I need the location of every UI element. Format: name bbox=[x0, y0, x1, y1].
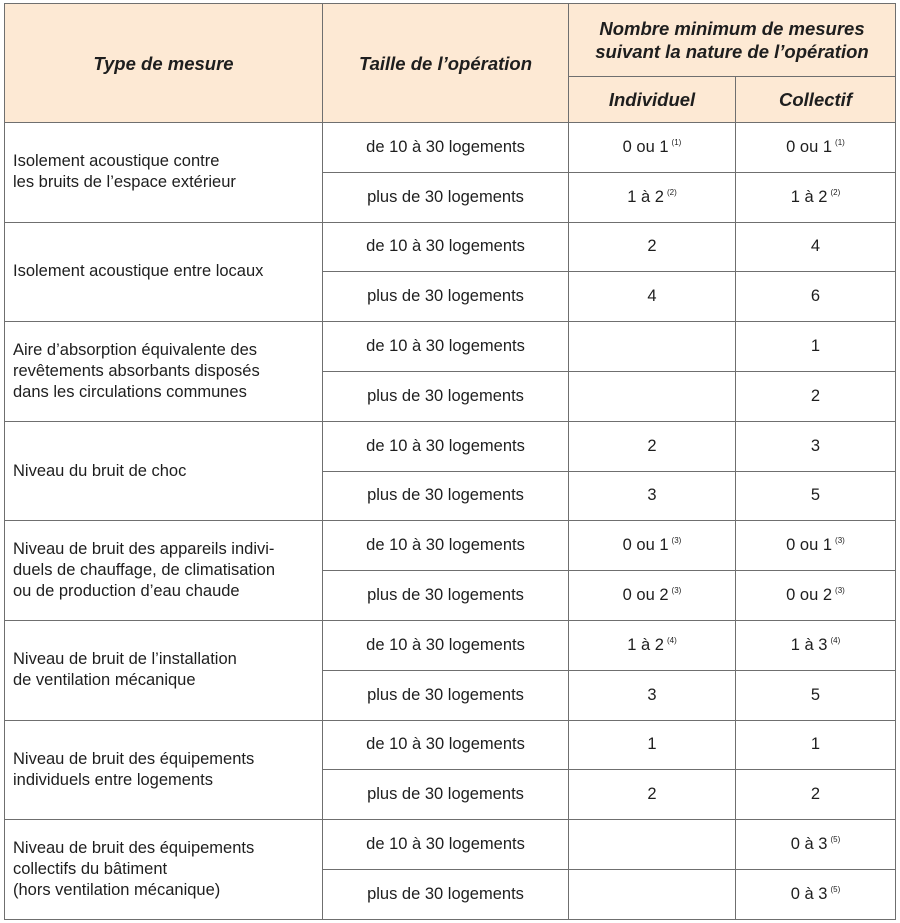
operation-size-cell: de 10 à 30 logements bbox=[323, 820, 569, 870]
individuel-footnote-ref: (1) bbox=[671, 137, 682, 147]
operation-size-cell: plus de 30 logements bbox=[323, 471, 569, 521]
measure-type-line: individuels entre logements bbox=[13, 770, 213, 789]
measure-type-cell bbox=[5, 421, 323, 521]
collectif-value: 1 à 3 bbox=[790, 635, 828, 654]
table-row bbox=[5, 322, 896, 372]
measure-type-cell bbox=[5, 322, 323, 422]
individuel-value: 2 bbox=[647, 785, 657, 804]
individuel-value-cell bbox=[569, 322, 736, 372]
individuel-value: 0 ou 1 bbox=[622, 137, 669, 156]
header-type-de-mesure: Type de mesure bbox=[5, 4, 323, 123]
individuel-value-cell bbox=[569, 770, 736, 820]
collectif-value-cell bbox=[736, 820, 896, 870]
header-individuel: Individuel bbox=[569, 77, 736, 123]
measure-type-line: Niveau de bruit de l’installation bbox=[13, 650, 237, 669]
individuel-value-cell bbox=[569, 222, 736, 272]
header-nombre-minimum-line2: suivant la nature de l’opération bbox=[595, 41, 869, 62]
individuel-footnote-ref: (3) bbox=[671, 536, 682, 546]
operation-size-cell: plus de 30 logements bbox=[323, 571, 569, 621]
individuel-value-cell bbox=[569, 371, 736, 421]
table-row bbox=[5, 123, 896, 173]
measure-type-line: Niveau de bruit des équipements bbox=[13, 749, 255, 768]
collectif-value: 2 bbox=[810, 386, 821, 405]
collectif-value: 0 ou 2 bbox=[786, 586, 833, 605]
collectif-value: 0 ou 1 bbox=[786, 137, 833, 156]
measure-type-cell bbox=[5, 123, 323, 223]
measure-type-line: dans les circulations communes bbox=[13, 382, 247, 401]
measures-table-container bbox=[4, 3, 896, 920]
individuel-value: 1 à 2 bbox=[627, 635, 664, 654]
individuel-value-cell bbox=[569, 620, 736, 670]
individuel-footnote-ref: (3) bbox=[671, 586, 682, 596]
collectif-value-cell bbox=[736, 770, 896, 820]
individuel-value-cell bbox=[569, 471, 736, 521]
operation-size-cell: de 10 à 30 logements bbox=[323, 720, 569, 770]
individuel-value: 3 bbox=[647, 685, 657, 704]
collectif-value: 0 à 3 bbox=[790, 835, 828, 854]
table-row bbox=[5, 820, 896, 870]
operation-size-cell: plus de 30 logements bbox=[323, 172, 569, 222]
table-row bbox=[5, 421, 896, 471]
measure-type-cell bbox=[5, 222, 323, 322]
measure-type-line: Niveau de bruit des appareils indivi- bbox=[13, 540, 275, 559]
individuel-value: 1 à 2 bbox=[627, 187, 664, 206]
header-collectif: Collectif bbox=[736, 77, 896, 123]
collectif-value: 1 bbox=[810, 735, 821, 754]
individuel-value-cell bbox=[569, 670, 736, 720]
individuel-value-cell bbox=[569, 521, 736, 571]
individuel-value-cell bbox=[569, 820, 736, 870]
operation-size-cell: plus de 30 logements bbox=[323, 272, 569, 322]
collectif-value: 5 bbox=[810, 685, 821, 704]
collectif-value: 3 bbox=[810, 436, 821, 455]
measure-type-line: les bruits de l’espace extérieur bbox=[13, 173, 236, 192]
collectif-value-cell bbox=[736, 322, 896, 372]
individuel-value-cell bbox=[569, 571, 736, 621]
table-row bbox=[5, 222, 896, 272]
measure-type-line: Niveau du bruit de choc bbox=[13, 461, 187, 480]
collectif-footnote-ref: (5) bbox=[830, 884, 841, 894]
operation-size-cell: de 10 à 30 logements bbox=[323, 421, 569, 471]
collectif-value: 6 bbox=[810, 287, 821, 306]
individuel-value-cell bbox=[569, 172, 736, 222]
collectif-value-cell bbox=[736, 123, 896, 173]
collectif-value-cell bbox=[736, 172, 896, 222]
measure-type-line: Niveau de bruit des équipements bbox=[13, 838, 255, 857]
collectif-value-cell bbox=[736, 471, 896, 521]
collectif-footnote-ref: (3) bbox=[835, 536, 845, 546]
operation-size-cell: plus de 30 logements bbox=[323, 670, 569, 720]
measure-type-cell bbox=[5, 521, 323, 621]
collectif-value-cell bbox=[736, 620, 896, 670]
operation-size-cell: plus de 30 logements bbox=[323, 869, 569, 919]
collectif-value: 1 bbox=[810, 337, 821, 356]
table-row bbox=[5, 521, 896, 571]
collectif-footnote-ref: (3) bbox=[835, 586, 845, 596]
collectif-value: 2 bbox=[810, 785, 821, 804]
collectif-value-cell bbox=[736, 272, 896, 322]
measure-type-line: ou de production d’eau chaude bbox=[13, 582, 240, 601]
measure-type-line: Isolement acoustique entre locaux bbox=[13, 262, 264, 281]
individuel-value: 2 bbox=[647, 436, 657, 455]
individuel-value: 3 bbox=[647, 486, 657, 505]
collectif-value-cell bbox=[736, 571, 896, 621]
individuel-value: 4 bbox=[647, 287, 657, 306]
collectif-value: 0 à 3 bbox=[790, 884, 828, 903]
operation-size-cell: de 10 à 30 logements bbox=[323, 620, 569, 670]
measure-type-line: de ventilation mécanique bbox=[13, 671, 196, 690]
operation-size-cell: plus de 30 logements bbox=[323, 770, 569, 820]
collectif-footnote-ref: (1) bbox=[835, 137, 845, 147]
individuel-footnote-ref: (2) bbox=[666, 187, 677, 197]
collectif-value-cell bbox=[736, 371, 896, 421]
table-row bbox=[5, 620, 896, 670]
individuel-value-cell bbox=[569, 869, 736, 919]
collectif-footnote-ref: (5) bbox=[830, 835, 841, 845]
operation-size-cell: de 10 à 30 logements bbox=[323, 123, 569, 173]
measure-type-line: Isolement acoustique contre bbox=[13, 152, 220, 171]
individuel-value-cell bbox=[569, 720, 736, 770]
measures-table bbox=[4, 3, 896, 920]
collectif-footnote-ref: (2) bbox=[830, 187, 841, 197]
operation-size-cell: de 10 à 30 logements bbox=[323, 521, 569, 571]
collectif-value: 4 bbox=[810, 237, 821, 256]
collectif-value: 1 à 2 bbox=[790, 187, 828, 206]
individuel-value-cell bbox=[569, 123, 736, 173]
individuel-value: 2 bbox=[647, 237, 657, 256]
measure-type-line: revêtements absorbants disposés bbox=[13, 361, 260, 380]
collectif-value-cell bbox=[736, 421, 896, 471]
header-taille-operation: Taille de l’opération bbox=[323, 4, 569, 123]
table-row bbox=[5, 720, 896, 770]
measure-type-cell bbox=[5, 720, 323, 820]
measure-type-line: collectifs du bâtiment bbox=[13, 859, 168, 878]
individuel-value: 1 bbox=[647, 735, 657, 754]
header-nombre-minimum-line1: Nombre minimum de mesures bbox=[599, 18, 865, 39]
collectif-value-cell bbox=[736, 521, 896, 571]
measure-type-line: Aire d’absorption équivalente des bbox=[13, 340, 257, 359]
header-row-top bbox=[5, 4, 896, 77]
collectif-value: 0 ou 1 bbox=[786, 536, 833, 555]
collectif-value-cell bbox=[736, 222, 896, 272]
operation-size-cell: plus de 30 logements bbox=[323, 371, 569, 421]
measure-type-line: duels de chauffage, de climatisation bbox=[13, 561, 276, 580]
operation-size-cell: de 10 à 30 logements bbox=[323, 322, 569, 372]
collectif-value-cell bbox=[736, 869, 896, 919]
collectif-value-cell bbox=[736, 720, 896, 770]
measure-type-cell bbox=[5, 820, 323, 920]
individuel-value-cell bbox=[569, 272, 736, 322]
individuel-footnote-ref: (4) bbox=[666, 635, 677, 645]
collectif-value-cell bbox=[736, 670, 896, 720]
individuel-value: 0 ou 1 bbox=[622, 536, 669, 555]
header-nombre-minimum bbox=[569, 4, 896, 77]
collectif-value: 5 bbox=[810, 486, 821, 505]
table-body bbox=[5, 123, 896, 920]
measure-type-cell bbox=[5, 620, 323, 720]
collectif-footnote-ref: (4) bbox=[830, 635, 841, 645]
individuel-value-cell bbox=[569, 421, 736, 471]
individuel-value: 0 ou 2 bbox=[622, 586, 669, 605]
measure-type-line: (hors ventilation mécanique) bbox=[13, 880, 221, 899]
operation-size-cell: de 10 à 30 logements bbox=[323, 222, 569, 272]
